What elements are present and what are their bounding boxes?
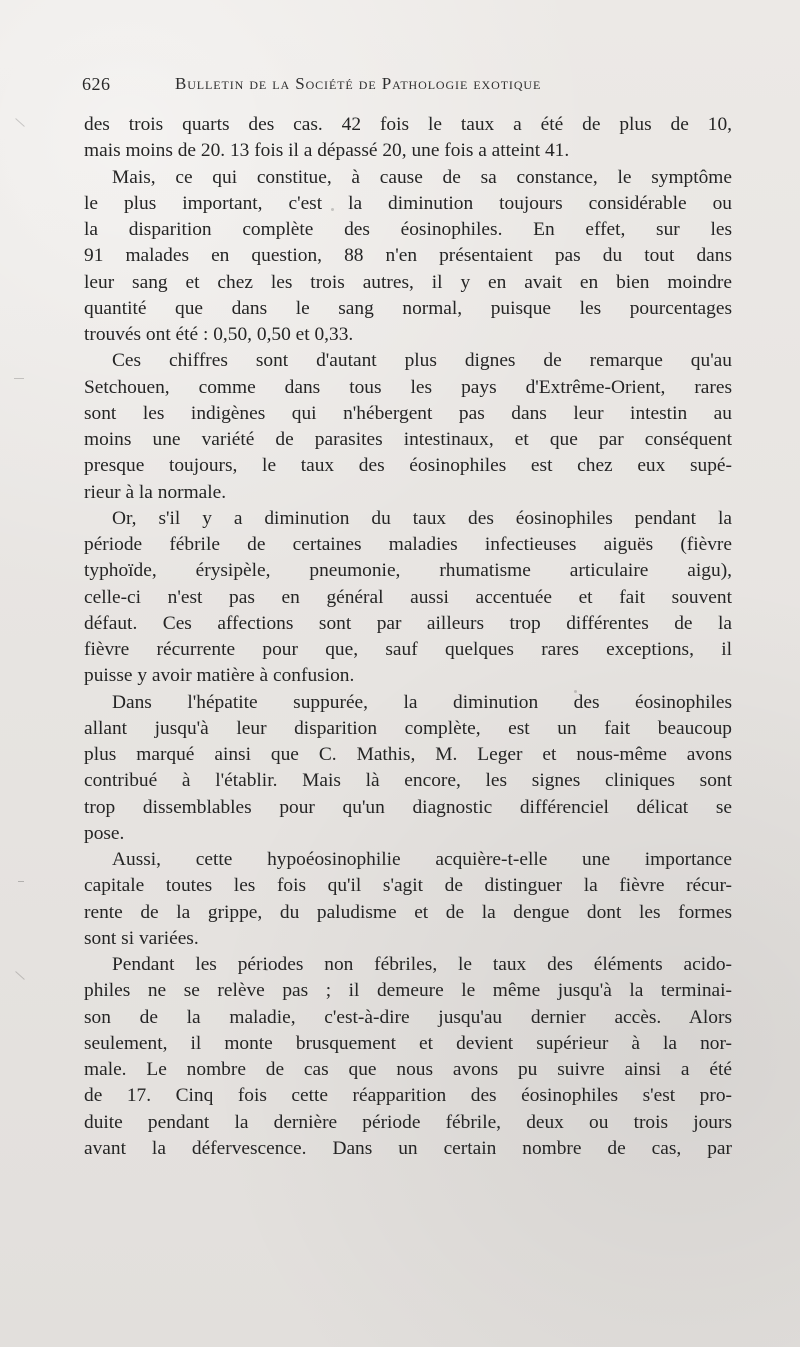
text-line-14: presque toujours, le taux des éosinophiles est chez eux supé- — [84, 455, 732, 477]
paper-speck — [265, 968, 268, 971]
text-line-6: 91 malades en question, 88 n'en présentaient pas du tout dans — [84, 245, 732, 267]
text-line-10: Ces chiffres sont d'autant plus dignes de remarque qu'au — [112, 350, 732, 372]
text-line-37: male. Le nombre de cas que nous avons pu suivre ainsi a été — [84, 1059, 732, 1080]
text-line-2: mais moins de 20. 13 fois il a dépassé 20, une fois a atteint 41. — [84, 140, 570, 162]
text-line-7: leur sang et chez les trois autres, il y en avait en bien moindre — [84, 271, 732, 293]
text-line-34: philes ne se relève pas ; il demeure le même jusqu'à la terminai- — [84, 980, 732, 1002]
text-line-40: avant la défervescence. Dans un certain nombre de cas, par — [84, 1137, 732, 1159]
text-line-30: capitale toutes les fois qu'il s'agit de distinguer la fièvre récur- — [84, 875, 732, 897]
text-line-36: seulement, il monte brusquement et devient supérieur à la nor- — [84, 1032, 732, 1054]
page-header — [0, 74, 800, 104]
body-text — [84, 112, 732, 1162]
text-line-3: Mais, ce qui constitue, à cause de sa constance, le symptôme — [112, 166, 732, 188]
text-line-16: Or, s'il y a diminution du taux des éosinophiles pendant la — [112, 507, 732, 529]
page-number: 626 — [82, 74, 111, 94]
text-line-28: pose. — [84, 822, 125, 844]
text-line-18: typhoïde, érysipèle, pneumonie, rhumatisme articulaire aigu), — [84, 560, 732, 582]
text-line-22: puisse y avoir matière à confusion. — [84, 665, 355, 687]
margin-scan-mark — [15, 118, 25, 127]
text-line-8: quantité que dans le sang normal, puisque les pourcentages — [84, 297, 732, 319]
text-line-32: sont si variées. — [84, 927, 199, 949]
text-line-17: période fébrile de certaines maladies infectieuses aiguës (fièvre — [84, 534, 732, 555]
text-line-26: contribué à l'établir. Mais là encore, les signes cliniques sont — [84, 770, 732, 792]
text-line-11: Setchouen, comme dans tous les pays d'Extrême-Orient, rares — [84, 376, 732, 398]
text-line-38: de 17. Cinq fois cette réapparition des éosinophiles s'est pro- — [84, 1085, 732, 1107]
margin-scan-mark — [15, 971, 25, 980]
text-line-39: duite pendant la dernière période fébrile, deux ou trois jours — [84, 1111, 732, 1133]
text-line-31: rente de la grippe, du paludisme et de la dengue dont les formes — [84, 901, 732, 923]
paper-speck — [574, 690, 577, 693]
text-line-20: défaut. Ces affections sont par ailleurs trop différentes de la — [84, 612, 732, 634]
text-line-4: le plus important, c'est la diminution toujours considérable ou — [84, 192, 732, 214]
running-title: Bulletin de la Société de Pathologie exotique — [175, 74, 542, 93]
text-line-23: Dans l'hépatite suppurée, la diminution des éosinophiles — [112, 691, 732, 713]
text-line-13: moins une variété de parasites intestinaux, et que par conséquent — [84, 429, 732, 450]
text-line-15: rieur à la normale. — [84, 481, 227, 503]
text-line-5: la disparition complète des éosinophiles. En effet, sur les — [84, 219, 732, 240]
margin-scan-mark — [18, 881, 24, 882]
text-line-29: Aussi, cette hypoéosinophilie acquière-t-elle une importance — [112, 849, 732, 870]
text-line-27: trop dissemblables pour qu'un diagnostic différenciel délicat se — [84, 796, 732, 818]
paper-speck — [331, 208, 334, 211]
text-line-25: plus marqué ainsi que C. Mathis, M. Leger et nous-même avons — [84, 744, 732, 765]
text-line-35: son de la maladie, c'est-à-dire jusqu'au dernier accès. Alors — [84, 1006, 732, 1028]
margin-scan-mark — [14, 378, 24, 379]
text-line-24: allant jusqu'à leur disparition complète, est un fait beaucoup — [84, 717, 732, 739]
text-line-19: celle-ci n'est pas en général aussi accentuée et fait souvent — [84, 586, 732, 608]
text-line-33: Pendant les périodes non fébriles, le taux des éléments acido- — [112, 954, 732, 975]
text-line-21: fièvre récurrente pour que, sauf quelques rares exceptions, il — [84, 639, 732, 660]
text-line-12: sont les indigènes qui n'hébergent pas dans leur intestin au — [84, 402, 732, 424]
text-line-1: des trois quarts des cas. 42 fois le taux a été de plus de 10, — [84, 114, 732, 135]
text-line-9: trouvés ont été : 0,50, 0,50 et 0,33. — [84, 324, 354, 345]
